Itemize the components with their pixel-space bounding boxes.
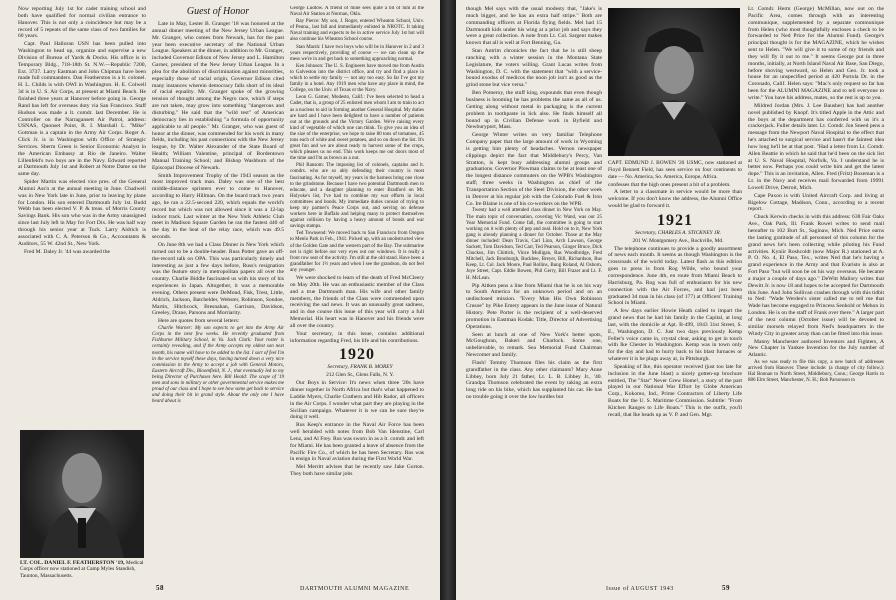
spine-gutter [440,0,456,600]
letter-quote: Ray Pierce: My son, J. Roger, entered Wheaton School, Univ. of Penna., last fall and immediately enlisted in NROTC. It taking Naval training and expects to be in active service July 1st but will also continue his Wheaton School course. [290,19,424,43]
paragraph: On June 8th we had a Class Dinner in New York which turned out to be a double-header. Russ Potter gave an off-the-record talk on OPA. This was particularly timely and interesting as just a few days before, Russ's resignation was the feature story in metropolitan papers all over the country. Charlie Biddle fascinated us with his story of his experiences in Japan. Altogether, it was a memorable evening. Others present were DeMond, Fisk, Trest, Little, Aldrich, Jackson, Batchelder, Webster, Robinson, Sondoe, Martin, Hitchcock, Bresnahan, Garrison, Davidson, Greeley, Drane, Parsons and Morriarity. [152,242,284,317]
left-col-2 [152,6,284,586]
paragraph: Manny Manchester authored Inventors and Fighters, A New Chapter in Yankee Invention for the July number of Atlantic. [748,338,884,359]
letter-quote: George Ludlow. A friend of mine sees quite a bit of him at the Naval Air Station at Norman, Okla. [290,6,424,18]
paragraph: A letter to a classmate in service would be more than welcome. If you don't know the address, the Alumni Office would be glad to forward it. [608,189,742,210]
guest-of-honor-heading: Guest of Honor [186,6,250,17]
paragraph: Mildred Jordan (Mrs. J. Lee Bausher) has had another novel published by Knopf. It's titled Apple in the Attic and the boys at the department has conferred with us it's a crackerjack. Fuller details later. Lt. Comdr. Jon Sneed pens a message from the Newport Naval Hospital to the effect that he's attached to surgical service and hasn't the faintest idea how long he'll be at that post. "Had a letter from Lt. Comdr. Allen Beattie in which he said that he'd been on the sick list at U. S. Naval Hospital, Norfolk, Va. I understand he is better now. Perhaps you could write him and get the latest dope." This is an invitation, Allen. Fred (Fritz) Bozeman is a Lt. in the Navy and receives mail forwarded from 19991 Lowell Drive, Detroit, Mich. [748,102,884,191]
paragraph: George Winter writes on very familiar Telephone Company paper that the large amount of work in Wyoming is getting him plenty of headaches. Vernon newspaper clippings depict the fact that Middlebury's Percy, Van Stratton, is kept busy addressing alumni groups and graduations. Governor Plowman claims to be at least one of the longest distance commuters on the WPB's Washington staff; three weeks in Washington as chief of the Transportation Section of the Steel Division, the other week in Denver at his regular job with the Colorado Fuel & Iron Co. Ire Blaine is one of his co-workers on the WPB. [466,132,602,207]
bowen-caption: CAPT. EDMUND J. BOWEN '20 USMC, now stationed at Floyd Bennett Field, has seen service on four continents to date — No. America, So. America, Europe, Africa. [608,160,742,180]
right-col-2 [608,160,742,586]
paragraph: Cape Paxon is with United Aircraft Corp. and living at Bigelow Cottage, Madison, Conn., according to a recent report. [748,192,884,213]
secretary-address: 212 Glen St., Glens Falls, N. Y. [326,372,394,379]
paragraph: confesses that the high ones present a bit of a problem. [608,181,731,188]
paragraph: Here are quotes from several letters: [158,318,240,325]
paragraph: Flash! Tommy Thomson files his claim as the first grandfather in the class. Any other claimants? Mary Anne Libbey, born July 21 father, Lt. L. B. Libbey Jr., '40. Grandpa Thomson celebrated the event by taking an extra long ride on his bike, which has supplanted his car. He has no trouble going it over the low hurdles but [466,359,602,401]
paragraph: Fred M. Daley Jr. '44 was awarded the [24,248,110,255]
paragraph: Rus Keep's entrance in the Naval Air Force has been well heralded with notes from Bob Van Idenstine, Carl Lenz, and Al Frey. Rus was sworn in as a lt. comdr. and left for Miami. He has been granted a leave of absence from the Pacific Fire Co., of which he has been Secretary. Rus was in ensign in Naval aviation during the First World War. [290,422,424,463]
bowen-photo [608,8,740,156]
paragraph: As we was ready to file this copy, a new batch of addresses arrived from Hanover. These include: (a change of city follow.): Hal Bonnan to North Street, Middlebury, Conn.; George Harris to 886 Elm Street, Manchester, N. H.; Bob Parsonson to [748,360,884,384]
letter-quote: Ted Townsend: We moved back to San Francisco from Oregon to Menlo Park in Feb., 1941. Picked up, with an unobstructed view of the Golden Gate and the western part of the Bay. The submarine net is right before our very eyes out our windows. It is really a front row seat of the activity. I'm still at the old stand. Have been a grandfather for 1½ years and when I see the grandson, do not feel any younger. [290,231,424,273]
paragraph: Ben Pomeroy, the stuff king, expounds that even though business is booming he has problems the same as all of us. Getting along without metal in packaging is the current problem in toothpaste in lick also. He finds himself all bound up in Civilian Defense work in Byfield and Newburyport, Mass. [466,90,602,131]
paragraph: The telephone continues to provide a goodly assortment of news each month. It seems as though Washington is the crossroads of the world today. Latest flash as this edition goes to press is from Rog Wilde, who bound your correspondence. June 4th, en route from Miami Beach to Harrisburg, Pa. Rog was full of enthusiasm for his new connection with the Air Forces, and had just been graduated 3d man in his class (of 177) at Officers' Training School in Miami. [608,245,742,307]
paragraph: Spider Martin was elected vice pres. of the General Alumni Ass'n at the annual meeting in June. Chadwell was in New York late in June, prior to leaving by plane for London. His son entered Dartmouth July 1st. Budd Webb has been elected V. P. & treas. of Morris County Savings Bank. His son who was in the Army unassigned since last July left in May for Fort Dix. He was half way through his senior year at Tuck. Larry Aldrich is associated with C. A. Peterson & Co., Accountants & Auditors, 55 W. 42nd St., New York. [18,179,146,247]
paragraph: Twenty had a well attended class dinner in New York on May. The main topic of conversation, covering Vic Wand, was our 25 Year Memorial Fund. Come fall, the committee is going to start working on it with plenty of pep and zeal. Hold on to it, New York gang is already planning a dinner for October. Those at the May dinner included: Dean Travis, Carl Linn, Arch Lawson, George Sackett, Tom Davidson, Ted Carr, Ted Pearson, Ginger Bruce, Dick Chuckus, Jim Chittick, Vince Mulligan, Ras Woodbridge, Fred Mitchell, Jack Bronburgh, Buckbee, Breyer, Bill, Richardson, Rus Keep, Lt. Col. Jack Moore, Paul Rollins, Bung Roland, Al Osborn, Joye Street, Capt. Eddie Bowen, Phil Gerry, Bill Frazer and Lt. F. H. McLean. [466,208,602,281]
class-year-heading: 1920 [339,346,375,364]
paragraph: though Mel says with the usual modesty that, "Jake's is much bigger, and he has an extra half stripe." Both are commanding officers at Florida flying fields. Mel had 15 Dartmouth kids under his wing at a prior job and says they were a great collection. A note from Lt. Col. Sargent makes known that all is well at Fort Benning, Ga. [466,6,602,47]
right-page [456,0,896,600]
paragraph: Lt. Comdr. Herm (George) McMillan, now out on the Pacific Area, comes through with an interesting communique, supplemented by a separate communique from Helen (who most thoughtfully encloses a check to be forwarded to Ned Price for the Alumni Fund). George's principal thought is for the MAGAZINE, which he wishes sent to Helen. "We will give it to some of my friends and they will fly it out to me." It seems George put in three months, initially, at North Island Naval Air Base, San Diego, before shoving westward, so Helen and Geo. Jr. took a house for an unspecified period at 420 Portola Dr. in the Coronado, Calif. Helen says: "Mac's only request so far has been for the ALUMNI MAGAZINE and to tell everyone to write." You have his address, mates, so the rest is up to you. [748,6,884,101]
paragraph: We were shocked to learn of the death of Fred McCleery on May 20th. He was an enthusiastic member of the Class and a true Dartmouth man. His wife and other family members, the friends of the Class were commended upon receiving the sad news. It was an unusually great sadness, and in due course this issue of this year will carry a full Memorial. His heart was in Hanover and his friends were all over the country. [290,275,424,329]
class-year-heading: 1921 [657,211,693,229]
secretary-line: Secretary, CHARLES A. STICKNEY JR. [634,229,722,236]
secretary-line: Secretary, FRANK B. MOREY [327,364,393,371]
left-page [0,0,440,600]
paragraph: Late in May, Lester B. Granger '18 was honored at the annual dinner meeting of the New Jersey Urban League. Mr. Granger, who comes from Newark, has for the past year been executive secretary of the National Urban League. Speakers at the dinner, in addition to Mr. Granger, included Governor Edison of New Jersey and L. Hamilton Garner, president of the New Jersey Urban League. In a plea for the abolition of discrimination against minorities, especially those of racial origin, Governor Edison cited many instances wherein democracy falls short of its ideal of racial equality. Mr. Granger spoke of the growing tension of thought among the Negro race, which if steps are not taken, may grow into something "dangerous and disturbing." He said that the "wild test" of American democracy lies in establishing "a formula of opportunity applicable to all people." Mr. Granger, who was guest of honor at the dinner, was commended for his work in many fields, including his past connections with the New Jersey league, by Dr. Walter Alexander of the State Board of Health; William Valentine, principal of Bordentown Manual Training School; and Bishop Washburn of the Episcopal Diocese of Newark. [152,21,284,171]
secretary-address: 201 W. Montgomery Ave., Rockville, Md. [632,237,724,244]
left-footer-title: DARTMOUTH ALUMNI MAGAZINE [300,586,410,592]
paragraph: Our Boys in Service: It's news when three '20s have dinner together in North Africa but that's what happened to Laddie Myers, Charlie Crathern and Hib Rador, all officers in the Air Corps. I wonder what part they are playing in the Sicilian campaign. Whatever it is we can be sure they're doing it well. [290,380,424,421]
letter-quote: Leon G. Garner, Modesto, Calif.: I've been selected to head a Cadet, that is, a group of 25 enlisted men whom I am to train to act as a nucleus to aid in forming another General Hospital. My duties are hard and I have been delighted to have a number of patients out at the grounds and the Victory Garden. We're raising every kind of vegetable of which one can think. To give you an idea of the size of the enterprise, we hope to raise 80 tons of tomatoes, 45 tons each of white and sweet potatoes, and so on down the list. It's great fun and we are about ready to harvest some of the crops, which pleases us no end. This work keeps me out doors most of the time and I'm as brown as a nut. [290,95,424,162]
right-page-number: 59 [722,584,730,592]
paragraph: A few days earlier Howie Heath called to impart the grand news that he had his family in the Capital, at long last, with the domicile at Apt. B-499, 1843 31st Street, S. E., Washington, D. C. Just two days previously Kemp Feller's voice came in, crystal clear, asking to get in touch with Ike Chester in Washington. Kemp was in town only for the day and had to hurry back to his blast furnaces or whatever it is he plugs away at, in Pittsburgh. [608,308,742,363]
paragraph: Mel Merritt advises that he recently saw Jake Gorton. They both have similar jobs [290,464,424,478]
paragraph: Smith Improvement Trophy of the 1943 season as the most improved track man. Daley was one of the best middle-distance sprinters ever to come to Hanover, according to Harry Hillman. On the board track two years ago, he ran a 22.5-second 220, which equals the world's record but which was not allowed since it was a 12-lap indoor track. Last winter at the New York Athletic Club meet in Madison Square Garden he ran the fastest 440 of the day in the heat of the relay race, which was 49.5 seconds. [152,172,284,241]
paragraph: Chuck Kerwin checks in with this address: 638 Fair Oaks Ave., Oak Park, Ill. Frank Rowel writes to send mail hereafter to 102 Burt St., Saginaw, Mich. Ned Price earns the lasting gratitude of all personnel of this column for the grand news he's been collecting while piloting his Fund activities. Kyniir Roshcoldt (now Major R.) stationed at A. P. O. No. 4, El Paso, Tex., writes Ned that he's having a grand experience in the Army and that Evaristo is also at Fort Paso "but will soon be on his way overseas. He became a major a couple of days ago." DeWitt Mallory writes that Dewitt Jr. is now 18 and hopes to be accepted for Dartmouth this June. And John Sullivan crashes through with this tidbit to Ned: "Wade Werden's sister called me to tell me that Wade has become engaged to Princess Senhold or Mehon in London. He is on the staff of Frank over there." A larger part of the next column (October issue) will be devoted to similar morsels relayed from Ned's headquarters in the Windy City in greater array than can be fitted into this issue. [748,214,884,337]
left-page-number: 58 [156,584,164,592]
letter-quote: Stan Marsh: I have two boys who will be in Hanover in 2 and 3 years respectively, providing of course — we can clean up the mess we're in and get back to something approaching normal. [290,44,424,62]
paragraph: Your secretary, in this issue, contains additional information regarding Fred, his life and his contributions. [290,330,424,344]
left-col-3 [290,6,424,586]
paragraph: Pip Aitken pens a line from Miami that he is on his way to South America for an unknown period and on an undisclosed mission. "Every Man His Own Robinson Crusoe" by Pike Emery appears in the June issue of Natural History. Pete Porter is the recipient of a well-deserved promotion in Eastman Kodak: Title, Director of Advertising Operations. [466,282,602,330]
right-footer-issue: Issue of AUGUST 1943 [606,586,674,592]
caption-text: Medical Corps officer now stationed at Camp Myles Standish, Taunton, Massachusetts. [20,560,144,579]
right-col-1 [466,6,602,586]
paragraph: Stan Antrim chronicles the fact that he is still sheep ranching with a winter session in the Montana State Legislature, the voters willing. Grant Lucas writes from Washington, D. C. with the statement that "with a service-bound exodus of medicos the noon job isn't as good as the grind stone but vice versa." [466,48,602,89]
featherston-caption [20,560,146,579]
paragraph: Seen at lunch at one of New York's better spots, McGoughran, Bakeri and Charlock. Some one, unbelievable, to remark. Sea Memorial Fund Chairman Newcomer and family. [466,331,602,359]
letter-quotes: Charlie Warner: My son expects to get into the Army Air Corps in the next few weeks. He recently graduated from Fishburne Military School, in Va. Jack Clark: Your roster is certainly revealing, and if the Army accepts my oldest son next month, his name will have to be added to the list. I sort of feel I'm in the service myself these days, having turned down a very nice commission in the Army to accept a job with General Motors, Eastern Aircraft Div., Bloomfield, N. J., that eventually led to my being Director of Purchases here. Bill Heald: The scope of '19 men and sons in military or other governmental service makes me proud of our class and I hope to see how some get back to service and doing their bit in grand style. About the only one I have heard about is [152,326,284,405]
letter-quote: Ken Johnson: The U. S. Engineers have moved me from Austin to Galveston into the district office, and try and find a place in which to settle my family — not any too easy. So far I've got my family in a hotel. Any 1919 men who have any place in mind, the College, on the Univ. of Texas or the Navy. [290,63,424,94]
paragraph: Capt. Paul Halloran USN has been pulled into Washington to head up, organize and supervise a new Division of Bureau of Yards & Docks. His office is in Temporary Bldg., 718-18th St. N.W.—Republic 7200, Ext. 3737. Larry Eastman and John Chipman have been made full commanders. Dan Featherston is a lt. colonel. H. L. Childs is with OWI in Washington. H. E. Colwell 3d is in U. S. Air Corps, at present at Miami Beach. He finished three years at Hanover before going in. George Rand has left for overseas duty via San Francisco. Staff Hudson was made a lt. comdr. last December. He is Controller on the Narragansett Air Patrol, address: USNAS, Quonset Point, R. I. Marshall L. "Mike" Gottman is a captain in the Army Air Corps. Roger A. Click Jr. is in Washington with Office of Strategic Services. Sherm Green is Senior Economic Analyst in the American Embassy at Rio de Janeiro. Walter Lillenfeld's two boys are in the Navy. Edward reported at Dartmouth July 1st and Robert at Notre Dame on the same day. [18,41,146,178]
right-col-3 [748,6,884,586]
letter-quote: Phil Ransom: The imposing list of colonels, captains and lt. comdrs. who are so ably defending their country is most fascinating. As for myself, my years in the harness bring one close to the grindstone. Because I have two potential Dartmouth men to educate, and a daughter planning to enter Bradford on Mt. Holyoke's list, I've had to combine my war efforts in local committees and bonds. My immediate duties consist of trying to keep my partner's Peace Corps out, and serving on defense workers here in Buffalo and helping many to protect themselves against collision by having a heavy amount of bonds and war savings stamps. [290,163,424,230]
paragraph: Speaking of Ike, this operator received (just too late for inclusion in the June blast) a nicely gotten-up brochure entitled, The "Star" Never Grew Home!, a story of the part played in our National War Effort by Globe American Corp., Kokomo, Ind., Prime Contractors of Liberty Life Boats for the U. S. Maritime Commission. Subtitle: "From Kitchen Ranges to Life Boats." This is the outfit, you'll recall, that Ike heads up as V. P. and Gen. Mgr. [608,363,742,418]
caption-title: LT. COL. DANIEL F. FEATHERSTON '19, [20,560,125,566]
left-col-1 [18,6,146,416]
featherston-photo [20,430,144,558]
paragraph: Now reporting July 1st for cadet training school and both have qualified for normal civilian entrance to Hanover. This is not only a coincidence but may be a record of 5 repeats of the same class of two families for 60 years. [18,6,146,40]
